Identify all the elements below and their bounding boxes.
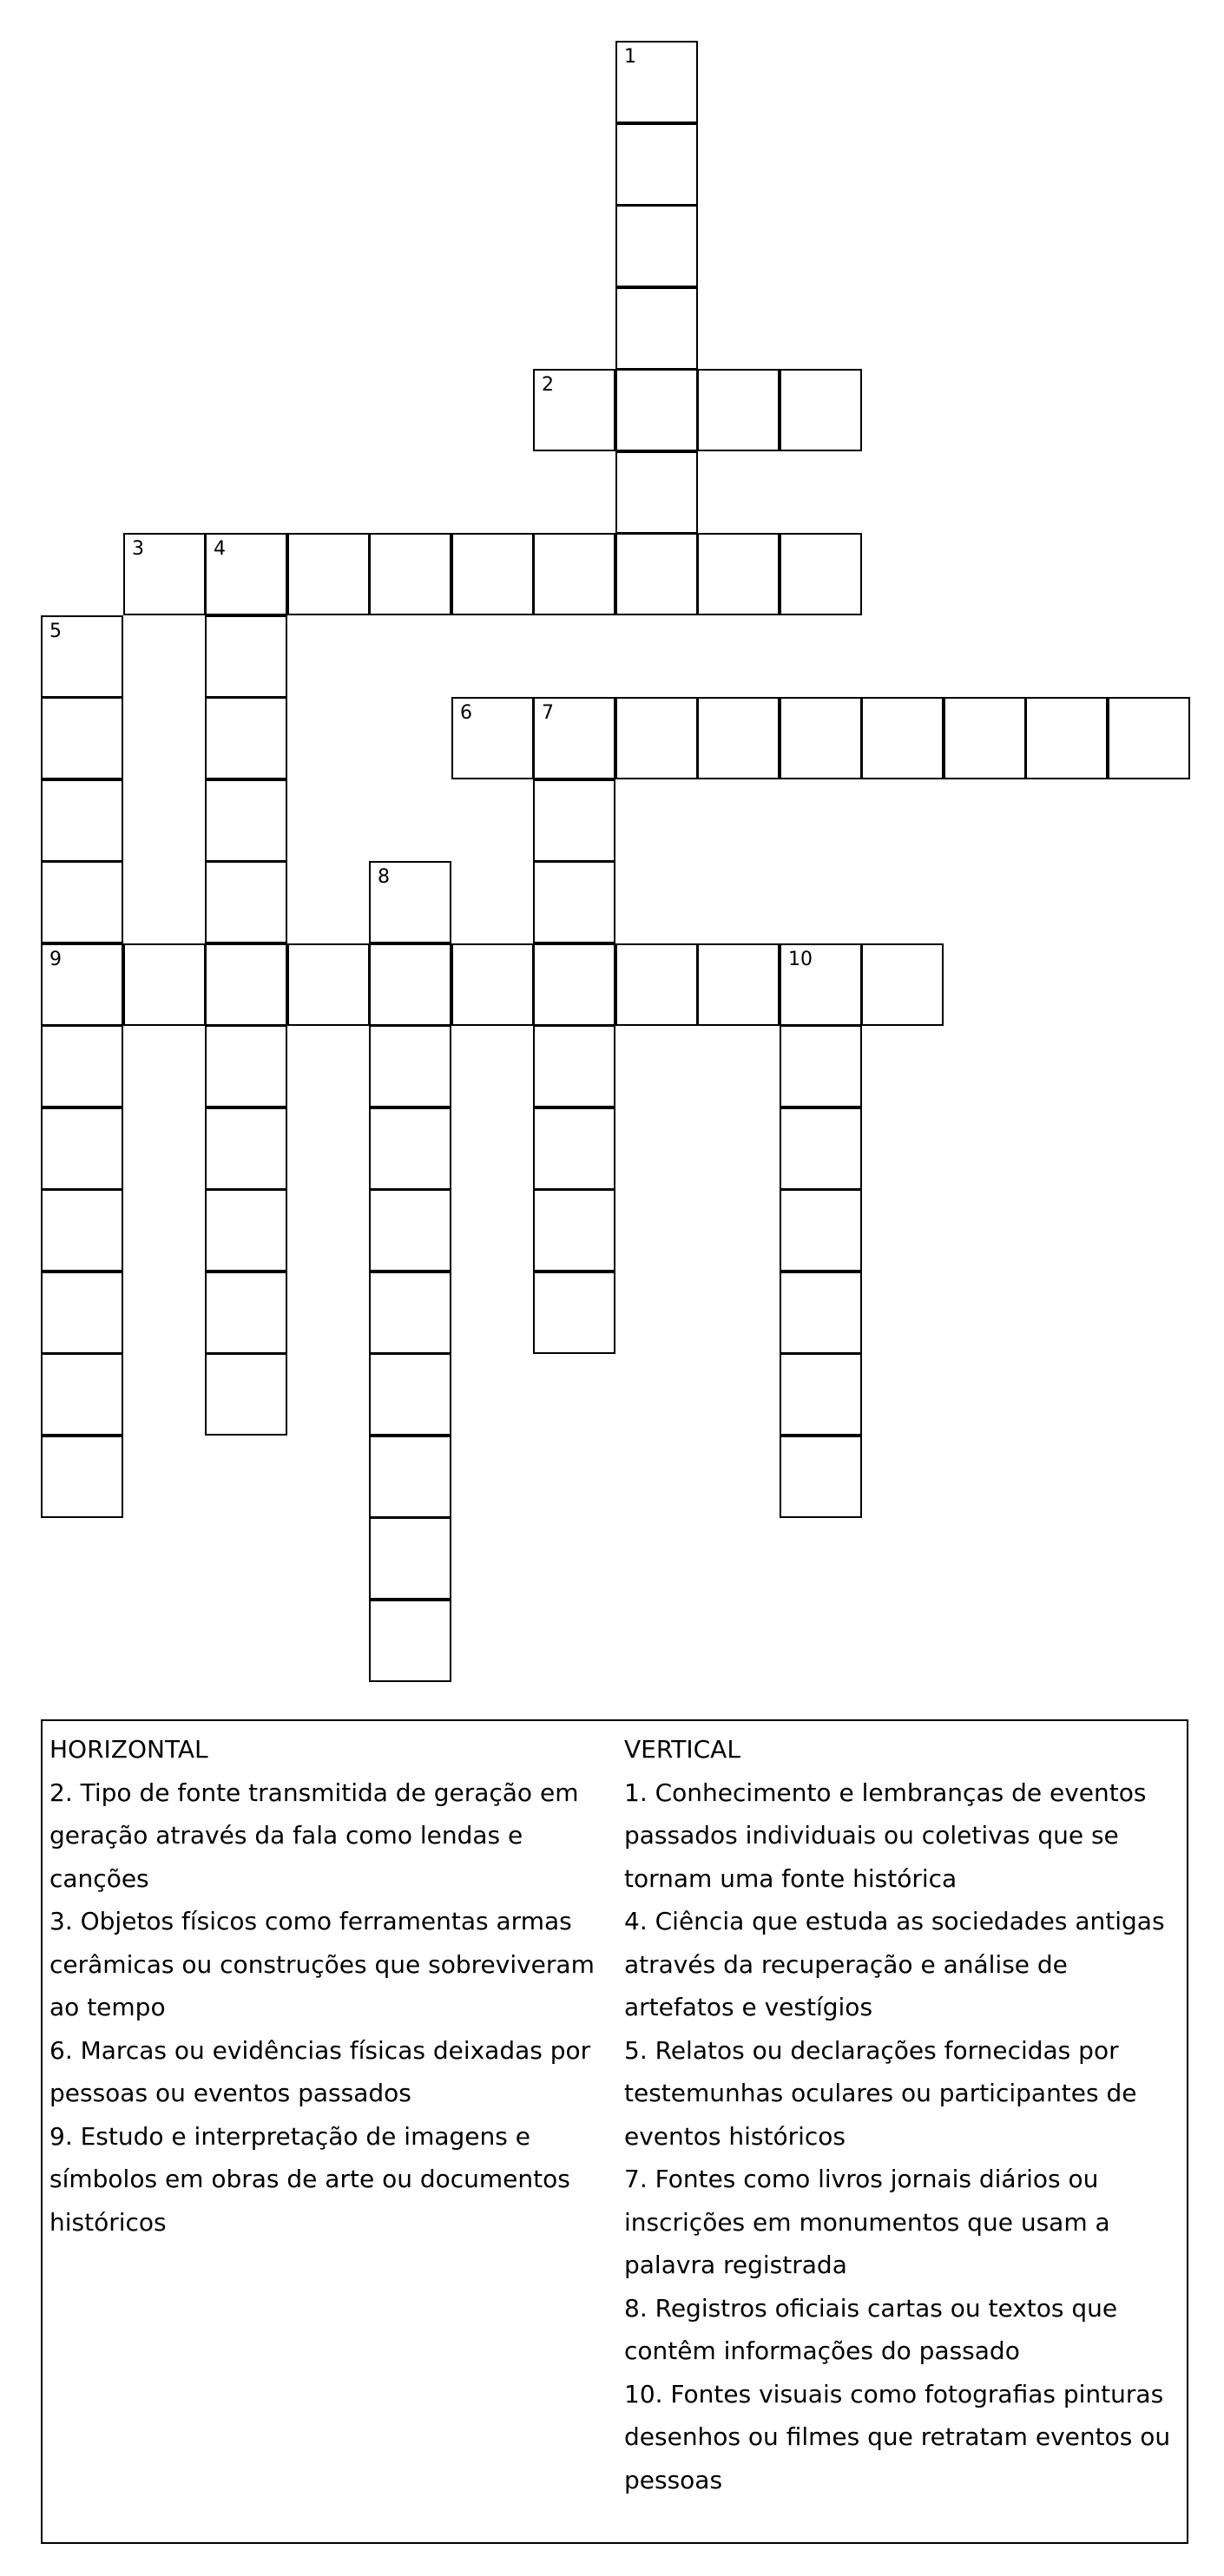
grid-cell[interactable]	[780, 1107, 862, 1190]
grid-cell[interactable]	[205, 1272, 287, 1354]
grid-cell[interactable]	[205, 1107, 287, 1190]
grid-cell[interactable]	[123, 533, 206, 615]
grid-cell[interactable]	[780, 533, 862, 615]
grid-cell[interactable]	[41, 1353, 123, 1436]
grid-cell[interactable]	[1108, 697, 1190, 779]
grid-cell[interactable]	[615, 41, 698, 123]
grid-cell[interactable]	[41, 1272, 123, 1354]
vertical-heading: VERTICAL	[624, 1735, 740, 1764]
horizontal-clues	[49, 1728, 609, 2244]
grid-cell[interactable]	[615, 205, 698, 287]
grid-cell[interactable]	[780, 943, 862, 1026]
grid-cell[interactable]	[861, 697, 944, 779]
clue-horizontal-3: 3. Objetos físicos como ferramentas armas cerâmicas ou construções que sobreviveram ao tempo	[49, 1907, 595, 2021]
grid-cell[interactable]	[369, 1517, 451, 1600]
grid-cell[interactable]	[369, 1189, 451, 1272]
grid-cell[interactable]	[123, 943, 206, 1026]
clue-vertical-5: 5. Relatos ou declarações fornecidas por testemunhas oculares ou participantes de eventos históricos	[624, 2035, 1137, 2151]
grid-cell[interactable]	[533, 1189, 615, 1272]
clues-box	[41, 1719, 1188, 2544]
grid-cell[interactable]	[615, 943, 698, 1026]
grid-cell[interactable]	[41, 697, 123, 779]
clue-vertical-1: 1. Conhecimento e lembranças de eventos passados individuais ou coletivas que se tornam uma fonte histórica	[624, 1778, 1147, 1893]
grid-cell[interactable]	[451, 533, 534, 615]
clue-number: 10	[788, 949, 813, 970]
grid-cell[interactable]	[533, 1025, 615, 1107]
grid-cell[interactable]	[205, 943, 287, 1026]
grid-cell[interactable]	[615, 369, 698, 451]
grid-cell[interactable]	[533, 1272, 615, 1354]
grid-cell[interactable]	[533, 369, 615, 451]
grid-cell[interactable]	[287, 943, 370, 1026]
grid-cell[interactable]	[41, 1189, 123, 1272]
clue-number: 9	[49, 949, 62, 970]
grid-cell[interactable]	[205, 1025, 287, 1107]
grid-cell[interactable]	[41, 1107, 123, 1190]
grid-cell[interactable]	[205, 1353, 287, 1436]
grid-cell[interactable]	[451, 943, 534, 1026]
grid-cell[interactable]	[615, 123, 698, 206]
grid-cell[interactable]	[369, 1272, 451, 1354]
grid-cell[interactable]	[369, 533, 451, 615]
grid-cell[interactable]	[533, 697, 615, 779]
clue-vertical-8: 8. Registros oficiais cartas ou textos que contêm informações do passado	[624, 2293, 1118, 2365]
grid-cell[interactable]	[697, 369, 780, 451]
grid-cell[interactable]	[780, 697, 862, 779]
grid-cell[interactable]	[533, 861, 615, 943]
clue-number: 1	[624, 46, 636, 68]
grid-cell[interactable]	[451, 697, 534, 779]
grid-cell[interactable]	[780, 369, 862, 451]
clue-horizontal-2: 2. Tipo de fonte transmitida de geração em geração através da fala como lendas e canções	[49, 1778, 579, 1893]
grid-cell[interactable]	[697, 697, 780, 779]
grid-cell[interactable]	[369, 1600, 451, 1682]
clue-number: 3	[132, 538, 144, 560]
clue-number: 7	[542, 702, 554, 724]
grid-cell[interactable]	[369, 1353, 451, 1436]
clue-horizontal-6: 6. Marcas ou evidências físicas deixadas por pessoas ou eventos passados	[49, 2035, 591, 2107]
grid-cell[interactable]	[861, 943, 944, 1026]
grid-cell[interactable]	[205, 533, 287, 615]
grid-cell[interactable]	[780, 1353, 862, 1436]
clue-number: 8	[378, 866, 390, 888]
clue-number: 6	[460, 702, 472, 724]
grid-cell[interactable]	[41, 1436, 123, 1518]
grid-cell[interactable]	[615, 287, 698, 370]
grid-cell[interactable]	[41, 615, 123, 698]
clue-number: 5	[49, 621, 62, 642]
grid-cell[interactable]	[780, 1025, 862, 1107]
vertical-clues	[624, 1728, 1184, 2501]
grid-cell[interactable]	[780, 1272, 862, 1354]
grid-cell[interactable]	[697, 533, 780, 615]
grid-cell[interactable]	[205, 779, 287, 862]
grid-cell[interactable]	[369, 861, 451, 943]
grid-cell[interactable]	[615, 533, 698, 615]
grid-cell[interactable]	[369, 1107, 451, 1190]
grid-cell[interactable]	[287, 533, 370, 615]
grid-cell[interactable]	[780, 1436, 862, 1518]
grid-cell[interactable]	[369, 1025, 451, 1107]
clue-vertical-7: 7. Fontes como livros jornais diários ou inscrições em monumentos que usam a palavra registrada	[624, 2165, 1110, 2279]
grid-cell[interactable]	[533, 533, 615, 615]
grid-cell[interactable]	[615, 451, 698, 534]
grid-cell[interactable]	[205, 861, 287, 943]
clue-vertical-4: 4. Ciência que estuda as sociedades antigas através da recuperação e análise de artefatos e vestígios	[624, 1907, 1165, 2021]
grid-cell[interactable]	[369, 943, 451, 1026]
grid-cell[interactable]	[41, 943, 123, 1026]
clue-number: 4	[214, 538, 226, 560]
horizontal-heading: HORIZONTAL	[49, 1735, 208, 1764]
grid-cell[interactable]	[780, 1189, 862, 1272]
clue-horizontal-9: 9. Estudo e interpretação de imagens e símbolos em obras de arte ou documentos históricos	[49, 2121, 570, 2237]
grid-cell[interactable]	[41, 861, 123, 943]
grid-cell[interactable]	[205, 615, 287, 698]
grid-cell[interactable]	[41, 779, 123, 862]
grid-cell[interactable]	[205, 1189, 287, 1272]
grid-cell[interactable]	[1025, 697, 1108, 779]
grid-cell[interactable]	[369, 1436, 451, 1518]
grid-cell[interactable]	[41, 1025, 123, 1107]
clue-number: 2	[542, 374, 554, 396]
grid-cell[interactable]	[533, 1107, 615, 1190]
grid-cell[interactable]	[533, 943, 615, 1026]
grid-cell[interactable]	[944, 697, 1026, 779]
grid-cell[interactable]	[697, 943, 780, 1026]
clue-vertical-10: 10. Fontes visuais como fotografias pinturas desenhos ou filmes que retratam eventos ou pessoas	[624, 2379, 1171, 2494]
grid-cell[interactable]	[615, 697, 698, 779]
grid-cell[interactable]	[533, 779, 615, 862]
grid-cell[interactable]	[205, 697, 287, 779]
